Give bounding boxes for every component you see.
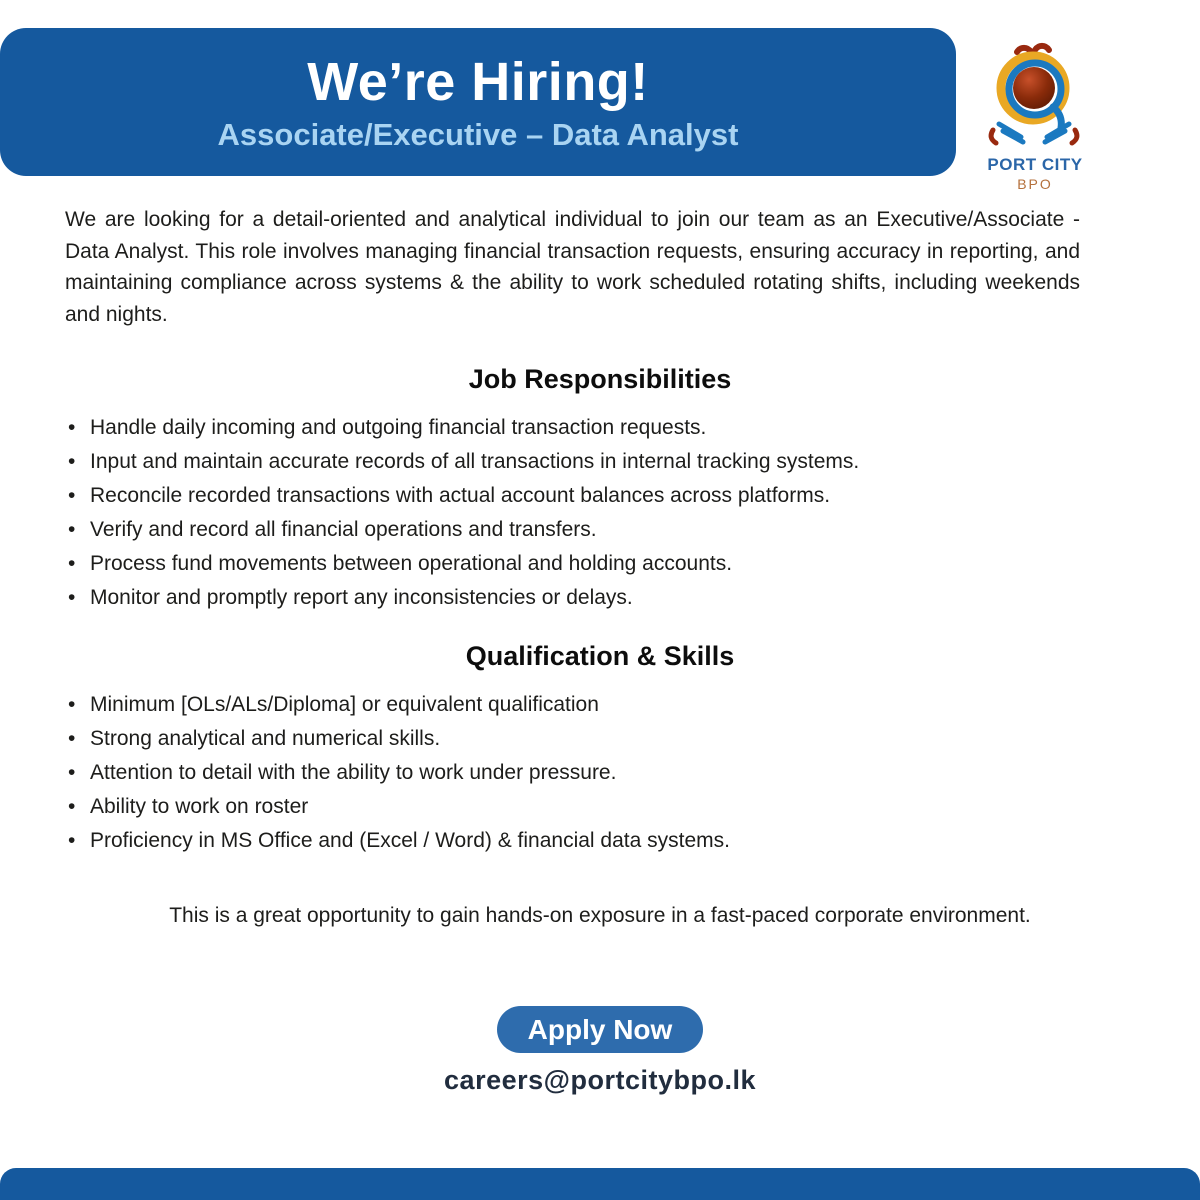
job-title-subtitle: Associate/Executive – Data Analyst (217, 117, 739, 152)
careers-email-link[interactable]: careers@portcitybpo.lk (444, 1065, 756, 1095)
page-title: We’re Hiring! (307, 52, 649, 112)
list-item: • Monitor and promptly report any inconsistencies or delays. (68, 581, 1200, 615)
intro-paragraph: We are looking for a detail-oriented and analytical individual to join our team as an Executive/Associate - Data Analyst. This role involves managing financial transaction requests, ensuring accuracy in reporting, and maintaining compliance across systems & the ability to work scheduled rotating shifts, including weekends and nights. (65, 208, 1080, 326)
responsibilities-list (0, 411, 1200, 615)
poster-body (0, 204, 1200, 1096)
qualifications-heading: Qualification & Skills (465, 641, 735, 671)
company-logo (973, 36, 1097, 192)
list-item: • Proficiency in MS Office and (Excel / Word) & financial data systems. (68, 824, 1200, 858)
qualifications-list (0, 688, 1200, 858)
list-item: • Reconcile recorded transactions with actual account balances across platforms. (68, 479, 1200, 513)
closing-paragraph: This is a great opportunity to gain hands-on exposure in a fast-paced corporate environment. (169, 904, 1031, 927)
port-city-bpo-logo-icon (973, 135, 1097, 152)
list-item: • Ability to work on roster (68, 790, 1200, 824)
list-item: • Attention to detail with the ability to work under pressure. (68, 756, 1200, 790)
footer-accent-bar (0, 1168, 1200, 1200)
apply-now-button[interactable]: Apply Now (497, 1006, 703, 1053)
hiring-banner (0, 28, 956, 176)
list-item: • Input and maintain accurate records of all transactions in internal tracking systems. (68, 445, 1200, 479)
logo-company-division: BPO (1017, 176, 1053, 192)
list-item: • Verify and record all financial operations and transfers. (68, 513, 1200, 547)
logo-company-name: PORT CITY (987, 155, 1083, 174)
list-item: • Handle daily incoming and outgoing financial transaction requests. (68, 411, 1200, 445)
list-item: • Strong analytical and numerical skills. (68, 722, 1200, 756)
responsibilities-heading: Job Responsibilities (468, 364, 732, 394)
list-item: • Process fund movements between operational and holding accounts. (68, 547, 1200, 581)
list-item: • Minimum [OLs/ALs/Diploma] or equivalent qualification (68, 688, 1200, 722)
